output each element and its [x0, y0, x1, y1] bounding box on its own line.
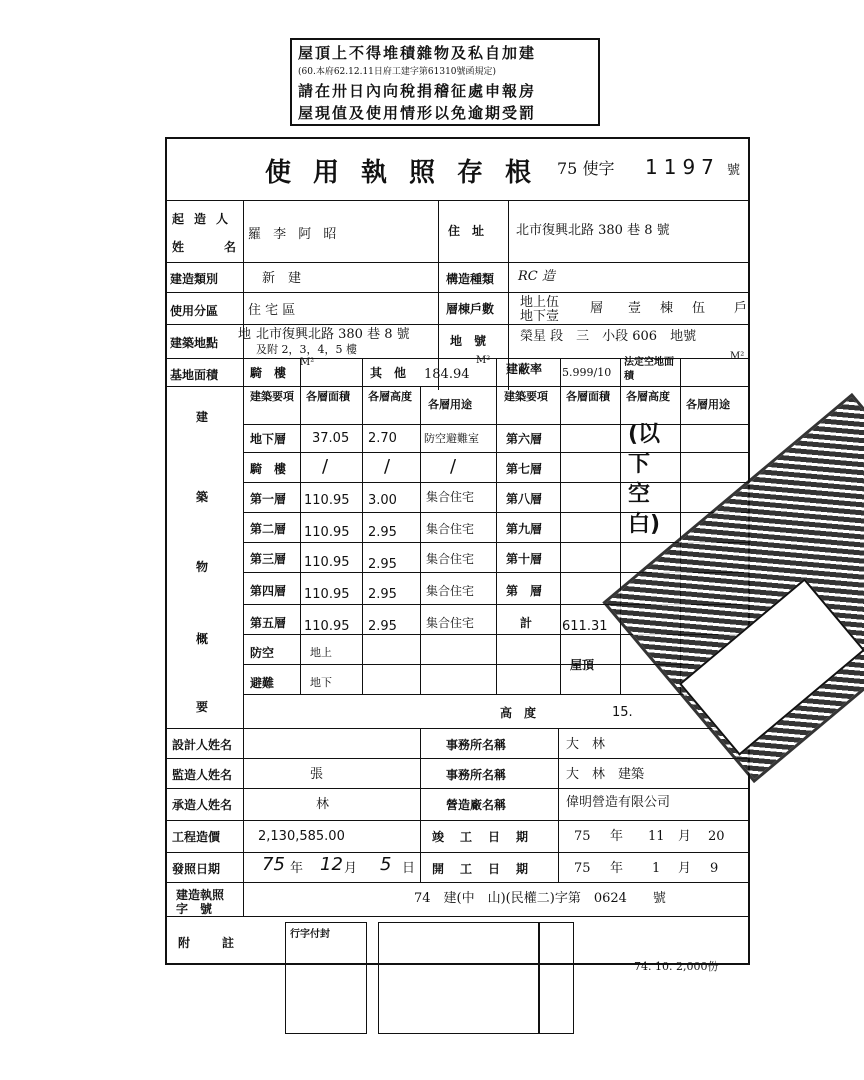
applicant-name: 羅 李 阿 昭: [248, 227, 341, 242]
air-defense-label: 防空: [250, 646, 275, 660]
floor-area: 110.95: [304, 587, 350, 602]
floor-height: 2.95: [368, 587, 397, 602]
arcade-label: 騎 樓: [250, 366, 287, 380]
issue-day: 5: [380, 854, 392, 875]
floors-wu: 伍: [692, 301, 706, 316]
build-type-label: 建造類別: [170, 272, 219, 286]
floor-name: 騎 樓: [250, 462, 287, 476]
floor-area: 110.95: [304, 555, 350, 570]
start-year: 75: [574, 861, 591, 876]
cost-label: 工程造價: [172, 830, 221, 844]
applicant-label: 起造人: [172, 212, 239, 226]
address-label: 住 址: [448, 224, 485, 238]
notice-line-1: 屋頂上不得堆積雜物及私自加建: [298, 44, 537, 62]
aux-above-label: 地上: [310, 646, 332, 659]
floor-area: /: [322, 456, 329, 477]
side-label: 要: [196, 700, 209, 714]
start-day: 9: [710, 861, 719, 876]
land-area-label: 基地面積: [170, 368, 219, 382]
blank-note: (以下空白): [628, 422, 661, 537]
year-char: 年: [290, 861, 304, 876]
signature-cell: [538, 922, 574, 1034]
legal-open-area-label: 法定空地面積: [624, 357, 674, 382]
floor-height: /: [384, 456, 391, 477]
floor-height: 2.95: [368, 525, 397, 540]
m2-unit: M²: [730, 351, 745, 362]
height-value: 15.: [612, 705, 633, 720]
floor-name-right: 第 層: [506, 584, 543, 598]
notice-line-3: 請在卅日內向稅捐稽征處申報房: [298, 82, 537, 100]
floor-height: 2.70: [368, 431, 397, 446]
floor-name: 第一層: [250, 492, 287, 506]
floor-use: 防空避難室: [424, 432, 479, 445]
floors-yi: 壹: [628, 301, 642, 316]
completion-year: 75: [574, 829, 591, 844]
side-label: 概: [196, 632, 209, 646]
total-value: 611.31: [562, 619, 608, 634]
header-item-left: 建築要項: [250, 390, 294, 403]
page-title: 使用執照存根: [265, 158, 554, 188]
other-label: 其 他: [370, 366, 407, 380]
floors-label: 層棟戶數: [446, 302, 495, 316]
floor-area: 37.05: [312, 431, 350, 446]
floor-name-right: 第七層: [506, 462, 543, 476]
floor-name-right: 第九層: [506, 522, 543, 536]
structure-value: RC 造: [518, 269, 555, 284]
issue-date-label: 發照日期: [172, 862, 221, 876]
side-label: 物: [196, 560, 209, 574]
side-label: 建: [196, 410, 209, 424]
floor-use: /: [450, 456, 457, 477]
notice-box: [290, 38, 600, 126]
floor-name: 地下層: [250, 432, 287, 446]
floors-ceng: 層: [590, 301, 604, 316]
supervisor-office: 大 林 建築: [566, 767, 645, 782]
header-item-right: 建築要項: [504, 390, 548, 403]
contractor-name: 林: [316, 797, 330, 812]
designer-label: 設計人姓名: [172, 738, 233, 752]
signature-area: [378, 922, 540, 1034]
month-char: 月: [678, 829, 692, 844]
year-char: 年: [610, 861, 624, 876]
contractor-firm-label: 營造廠名稱: [446, 798, 507, 812]
notice-line-2: (60.本府62.12.11日府工建字第61310號函規定): [298, 67, 497, 77]
footer-print-note: 74. 10. 2,000份: [634, 960, 719, 973]
floor-use: 集合住宅: [426, 552, 475, 566]
floor-height: 2.95: [368, 557, 397, 572]
site-prefix: 地: [238, 327, 252, 342]
floor-use: 集合住宅: [426, 522, 475, 536]
designer-office: 大 林: [566, 737, 606, 752]
header-height-right: 各層高度: [626, 390, 670, 403]
cost-value: 2,130,585.00: [258, 829, 345, 844]
contractor-label: 承造人姓名: [172, 798, 233, 812]
floors-dong: 棟: [660, 301, 674, 316]
permit-prefix: 75 使字: [557, 159, 615, 178]
issue-month: 12: [320, 854, 343, 875]
structure-label: 構造種類: [446, 272, 495, 286]
applicant-label-2: 姓 名: [172, 240, 251, 254]
floor-name-right: 第八層: [506, 492, 543, 506]
supervisor-office-label: 事務所名稱: [446, 768, 507, 782]
header-use-left: 各層用途: [428, 398, 472, 411]
completion-label: 竣 工 日 期: [432, 830, 531, 844]
coverage-label: 建蔽率: [506, 362, 543, 376]
permit-label-2: 字 號: [176, 902, 213, 916]
m2-unit: M²: [300, 357, 315, 368]
floor-name-right: 第六層: [506, 432, 543, 446]
floor-name: 第二層: [250, 522, 287, 536]
site-value-2: 及附 2，3，4，5 樓: [256, 343, 357, 356]
roof-label: 屋頂: [570, 658, 595, 672]
m2-unit: M²: [476, 355, 491, 366]
floor-height: 3.00: [368, 493, 397, 508]
total-label: 計: [520, 616, 533, 630]
permit-suffix: 號: [727, 163, 741, 178]
side-label: 築: [196, 490, 209, 504]
header-area-left: 各層面積: [306, 390, 350, 403]
header-height-left: 各層高度: [368, 390, 412, 403]
designer-office-label: 事務所名稱: [446, 738, 507, 752]
completion-month: 11: [648, 829, 665, 844]
month-char: 月: [678, 861, 692, 876]
completion-day: 20: [708, 829, 725, 844]
lot-value: 榮星 段 三 小段 606 地號: [520, 329, 697, 344]
day-char: 日: [402, 861, 416, 876]
year-char: 年: [610, 829, 624, 844]
site-value: 北市復興北路 380 巷 8 號: [256, 327, 410, 342]
lot-label: 地 號: [450, 334, 487, 348]
permit-number: 1197: [645, 155, 720, 179]
site-label: 建築地點: [170, 336, 219, 350]
coverage-value: 5.999/10: [562, 366, 612, 379]
address-value: 北市復興北路 380 巷 8 號: [516, 223, 670, 238]
floor-use: 集合住宅: [426, 616, 475, 630]
issue-year: 75: [262, 854, 285, 875]
floor-area: 110.95: [304, 525, 350, 540]
floors-above: 地上伍: [520, 295, 560, 310]
floor-name-right: 第十層: [506, 552, 543, 566]
floor-height: 2.95: [368, 619, 397, 634]
refuge-label: 避難: [250, 676, 275, 690]
start-month: 1: [652, 861, 661, 876]
notice-line-4: 屋現值及使用情形以免逾期受罰: [298, 104, 537, 122]
floor-use: 集合住宅: [426, 490, 475, 504]
floors-below: 地下壹: [520, 309, 560, 324]
remarks-label: 附 註: [178, 936, 245, 950]
zone-label: 使用分區: [170, 304, 219, 318]
month-char: 月: [344, 861, 358, 876]
floor-area: 110.95: [304, 493, 350, 508]
floor-name: 第三層: [250, 552, 287, 566]
floor-use: 集合住宅: [426, 584, 475, 598]
supervisor-label: 監造人姓名: [172, 768, 233, 782]
build-type-value: 新 建: [262, 271, 302, 286]
start-date-label: 開 工 日 期: [432, 862, 531, 876]
header-area-right: 各層面積: [566, 390, 610, 403]
permit-label: 建造執照: [176, 888, 225, 902]
supervisor-name: 張: [310, 767, 324, 782]
header-use-right: 各層用途: [686, 398, 730, 411]
zone-value: 住 宅 區: [248, 303, 296, 318]
contractor-firm: 偉明營造有限公司: [566, 795, 671, 810]
permit-value: 74 建(中 山)(民權二)字第 0624 號: [414, 891, 666, 906]
floor-area: 110.95: [304, 619, 350, 634]
seal-title: 行字付封: [290, 929, 330, 940]
floor-name: 第四層: [250, 584, 287, 598]
height-label: 高 度: [500, 706, 537, 720]
floors-hu: 戶: [734, 301, 748, 316]
floor-name: 第五層: [250, 616, 287, 630]
aux-below-label: 地下: [310, 676, 332, 689]
land-area-value: 184.94: [424, 367, 470, 382]
